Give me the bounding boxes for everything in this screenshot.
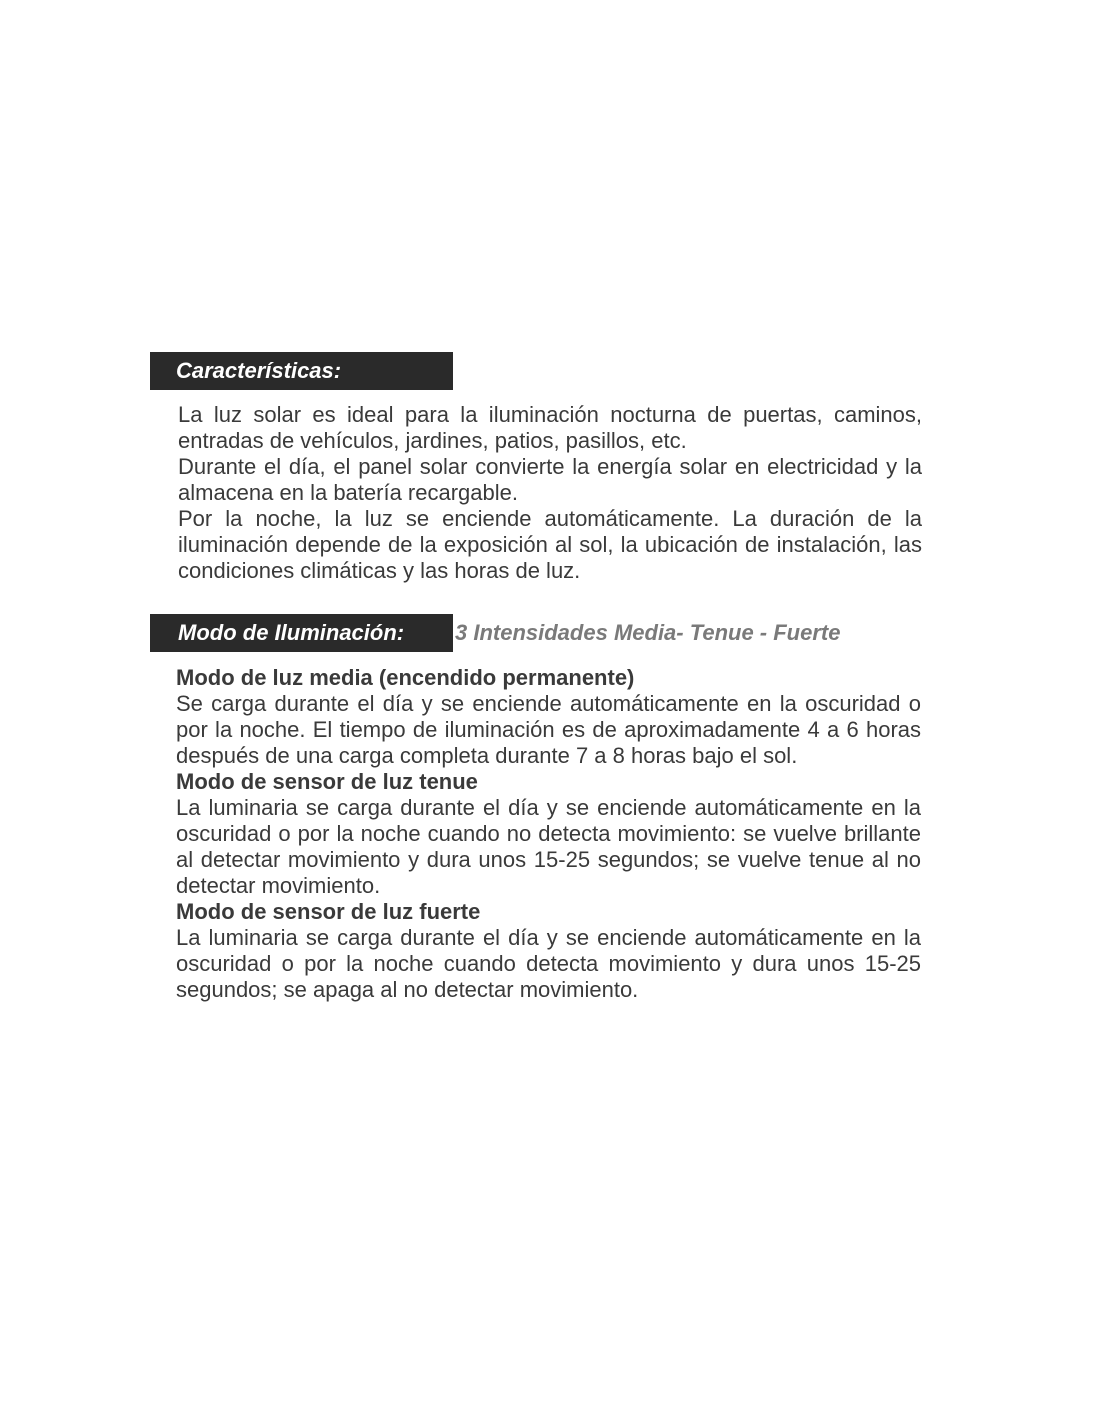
modo-iluminacion-subtitle: 3 Intensidades Media- Tenue - Fuerte xyxy=(455,620,841,645)
caracteristicas-paragraph-1: La luz solar es ideal para la iluminación nocturna de puertas, caminos, entradas de vehículos, jardines, patios, pasillos, etc. xyxy=(178,402,922,453)
section-header-caracteristicas: Características: xyxy=(150,352,453,390)
mode-title-tenue: Modo de sensor de luz tenue xyxy=(176,769,478,794)
caracteristicas-paragraph-3: Por la noche, la luz se enciende automáticamente. La duración de la iluminación depende de la exposición al sol, la ubicación de instalación, las condiciones climáticas y las horas de luz. xyxy=(178,506,922,583)
mode-title-fuerte: Modo de sensor de luz fuerte xyxy=(176,899,481,924)
modos-text-block xyxy=(176,665,921,1003)
caracteristicas-paragraph-2: Durante el día, el panel solar convierte la energía solar en electricidad y la almacena en la batería recargable. xyxy=(178,454,922,505)
mode-description-tenue: La luminaria se carga durante el día y se enciende automáticamente en la oscuridad o por la noche cuando no detecta movimiento: se vuelve brillante al detectar movimiento y dura unos 15-25 segundos; se vuelve tenue al no detectar movimiento. xyxy=(176,795,921,898)
mode-description-media: Se carga durante el día y se enciende automáticamente en la oscuridad o por la noche. El tiempo de iluminación es de aproximadamente 4 a 6 horas después de una carga completa durante 7 a 8 horas bajo el sol. xyxy=(176,691,921,768)
caracteristicas-text-block xyxy=(178,402,922,584)
mode-title-media: Modo de luz media (encendido permanente) xyxy=(176,665,635,690)
section-header-modo-iluminacion: Modo de Iluminación: xyxy=(150,614,453,652)
mode-description-fuerte: La luminaria se carga durante el día y se enciende automáticamente en la oscuridad o por la noche cuando detecta movimiento y dura unos 15-25 segundos; se apaga al no detectar movimiento. xyxy=(176,925,921,1002)
